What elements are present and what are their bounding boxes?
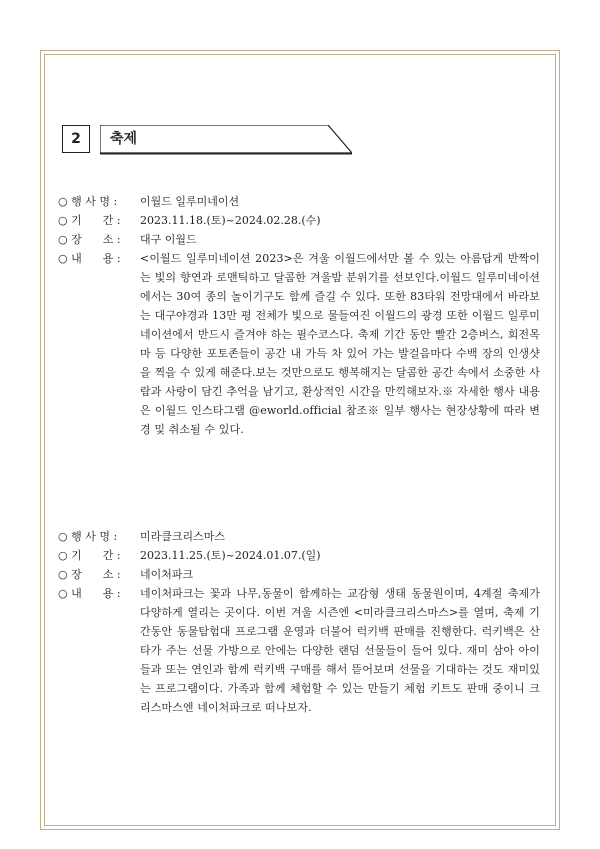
event-period: 2023.11.18.(토)~2024.02.28.(수) bbox=[140, 214, 321, 227]
event-content-row bbox=[58, 584, 540, 717]
event-name: 미라클크리스마스 bbox=[140, 530, 226, 543]
event-content: 네이처파크는 꽃과 나무,동물이 함께하는 교감형 생태 동물원이며, 4계절 축제가 다양하게 열리는 곳이다. 이번 겨울 시즌엔 <미라클크리스마스>를 열며, 축제 기간동안 동물탐험대 프로그램 운영과 더불어 럭키백 판매를 진행한다. 럭키백은 산타가 주는 선물 가방으로 안에는 다양한 랜덤 선물들이 들어 있다. 재미 삼아 아이들과 또는 연인과 함께 럭키백 구매를 해서 뜯어보며 선물을 기대하는 것도 재미있는 프로그램이다. 가족과 함께 체험할 수 있는 만들기 체험 키트도 판매 중이니 크리스마스엔 네이처파크로 떠나보자. bbox=[140, 587, 540, 714]
event-content: <이월드 일루미네이션 2023>은 겨울 이월드에서만 볼 수 있는 아름답게 반짝이는 빛의 향연과 로맨틱하고 달콤한 겨울밤 분위기를 선보인다.이월드 일루미네이션에서는 30여 종의 놀이기구도 함께 즐길 수 있다. 또한 83타워 전망대에서 바라보는 대구야경과 13만 평 전체가 빛으로 물들여진 이월드의 광경 또한 이월드 일루미네이션에서 반드시 즐겨야 하는 필수코스다. 축제 기간 동안 빨간 2층버스, 회전목마 등 다양한 포토존들이 공간 내 가득 차 있어 가는 발걸음마다 수백 장의 인생샷을 찍을 수 있게 해준다.보는 것만으로도 행복해지는 달콤한 공간 속에서 소중한 사람과 사랑이 담긴 추억을 남기고, 환상적인 시간을 만끽해보자.※ 자세한 행사 내용은 이월드 인스타그램 @eworld.official 참조※ 일부 행사는 현장상황에 따라 변경 및 취소될 수 있다. bbox=[140, 252, 540, 436]
event-place-label: ○ 장 소 : bbox=[58, 233, 121, 246]
festival-entry-1 bbox=[58, 192, 540, 439]
event-period-label: ○ 기 간 : bbox=[58, 549, 121, 562]
event-name-label: ○ 행 사 명 : bbox=[58, 530, 118, 543]
event-name-row bbox=[58, 192, 540, 211]
event-name: 이월드 일루미네이션 bbox=[140, 195, 240, 208]
event-name-row bbox=[58, 527, 540, 546]
event-place: 네이처파크 bbox=[140, 568, 194, 581]
event-content-label: ○ 내 용 : bbox=[58, 252, 121, 265]
section-header bbox=[62, 125, 352, 155]
event-period-row bbox=[58, 211, 540, 230]
event-content-row bbox=[58, 249, 540, 439]
event-period: 2023.11.25.(토)~2024.01.07.(일) bbox=[140, 549, 321, 562]
event-content-label: ○ 내 용 : bbox=[58, 587, 121, 600]
event-place: 대구 이월드 bbox=[140, 233, 197, 246]
event-name-label: ○ 행 사 명 : bbox=[58, 195, 118, 208]
section-title-shape bbox=[100, 125, 352, 155]
event-period-label: ○ 기 간 : bbox=[58, 214, 121, 227]
event-period-row bbox=[58, 546, 540, 565]
section-number: 2 bbox=[62, 125, 90, 153]
event-place-row bbox=[58, 565, 540, 584]
event-place-label: ○ 장 소 : bbox=[58, 568, 121, 581]
festival-entry-2 bbox=[58, 527, 540, 717]
event-place-row bbox=[58, 230, 540, 249]
section-title: 축제 bbox=[110, 131, 138, 147]
